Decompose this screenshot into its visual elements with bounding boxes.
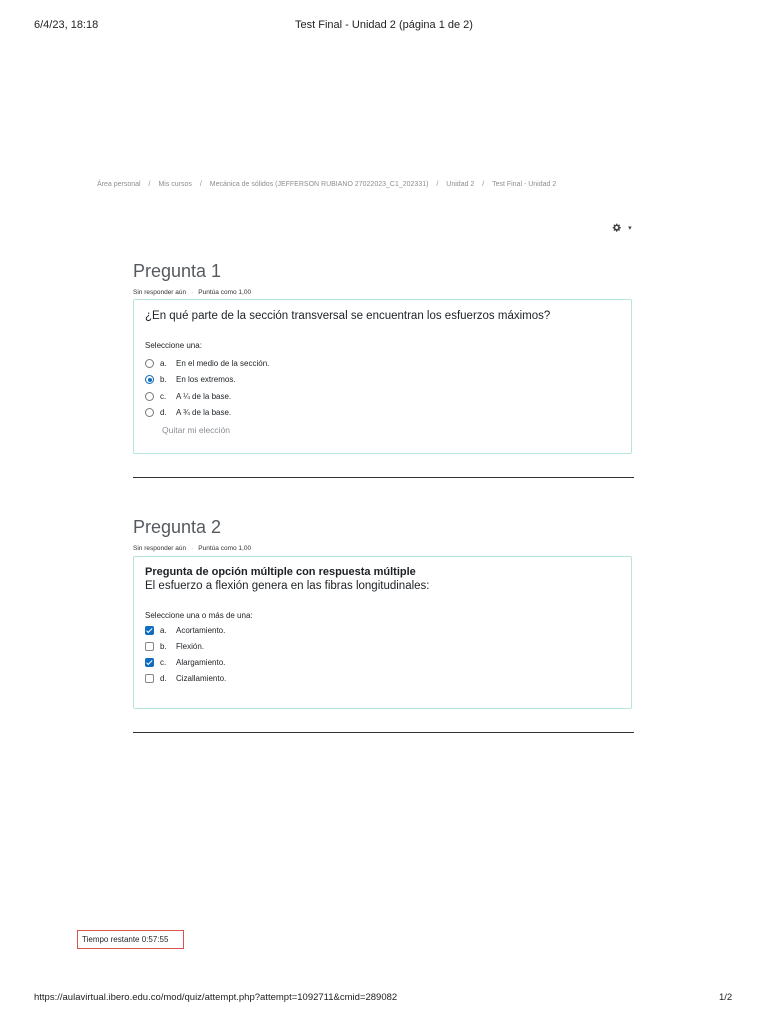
print-url: https://aulavirtual.ibero.edu.co/mod/quiz/attempt.php?attempt=1092711&cmid=289082 bbox=[34, 992, 398, 1003]
checkbox[interactable] bbox=[145, 642, 154, 651]
print-page-number: 1/2 bbox=[719, 992, 733, 1003]
divider bbox=[133, 477, 634, 478]
option-letter: d. bbox=[160, 408, 167, 418]
question-1-heading: Pregunta 1 bbox=[133, 261, 222, 281]
question-2-prompt: Seleccione una o más de una: bbox=[145, 611, 253, 620]
option-letter: b. bbox=[160, 375, 167, 385]
time-remaining: Tiempo restante 0:57:55 bbox=[77, 930, 184, 949]
question-2-box bbox=[133, 556, 632, 709]
question-2-score: Puntúa como 1,00 bbox=[198, 545, 252, 552]
question-2-option-d[interactable] bbox=[145, 670, 619, 686]
question-2-status: Sin responder aún bbox=[133, 545, 187, 552]
question-2-title: Pregunta de opción múltiple con respuesta múltiple bbox=[145, 566, 416, 578]
breadcrumb-item-mis-cursos[interactable]: Mis cursos bbox=[158, 181, 192, 188]
question-2-heading: Pregunta 2 bbox=[133, 517, 222, 537]
option-letter: a. bbox=[160, 625, 167, 635]
print-datetime: 6/4/23, 18:18 bbox=[34, 19, 99, 31]
option-letter: c. bbox=[160, 657, 167, 667]
breadcrumb-item-test[interactable]: Test Final - Unidad 2 bbox=[492, 181, 557, 188]
checkbox-checked[interactable] bbox=[145, 626, 154, 635]
breadcrumb-separator: / bbox=[148, 181, 151, 188]
question-1-option-d[interactable] bbox=[145, 405, 619, 422]
option-label: Acortamiento. bbox=[176, 625, 226, 635]
breadcrumb-separator: / bbox=[436, 181, 439, 188]
chevron-down-icon: ▾ bbox=[628, 225, 632, 232]
breadcrumb-separator: / bbox=[482, 181, 485, 188]
question-1-text: ¿En qué parte de la sección transversal se encuentran los esfuerzos máximos? bbox=[145, 310, 551, 322]
option-letter: a. bbox=[160, 358, 167, 368]
divider bbox=[133, 732, 634, 733]
breadcrumb-item-unidad[interactable]: Unidad 2 bbox=[446, 181, 475, 188]
question-1-option-b[interactable] bbox=[145, 372, 619, 389]
breadcrumb-item-area-personal[interactable]: Área personal bbox=[97, 181, 141, 188]
breadcrumb-item-course[interactable]: Mecánica de sólidos (JEFFERSON RUBIANO 27022023_C1_202331) bbox=[209, 181, 429, 188]
question-2-option-a[interactable] bbox=[145, 622, 619, 638]
question-1-box bbox=[133, 299, 632, 454]
option-label: Alargamiento. bbox=[176, 657, 226, 667]
option-label: A ¼ de la base. bbox=[176, 391, 232, 401]
radio-button[interactable] bbox=[145, 359, 154, 368]
option-label: En los extremos. bbox=[176, 375, 236, 385]
option-label: A ¾ de la base. bbox=[176, 408, 232, 418]
option-label: Flexión. bbox=[176, 641, 205, 651]
question-2-text: El esfuerzo a flexión genera en las fibras longitudinales: bbox=[145, 580, 430, 592]
clear-choice-link[interactable]: Quitar mi elección bbox=[162, 425, 231, 435]
option-label: En el medio de la sección. bbox=[176, 358, 270, 368]
question-2-info: Sin responder aún · Puntúa como 1,00 bbox=[133, 545, 252, 552]
breadcrumb-separator: / bbox=[199, 181, 202, 188]
radio-button[interactable] bbox=[145, 392, 154, 401]
question-1-option-a[interactable] bbox=[145, 355, 619, 372]
option-letter: b. bbox=[160, 641, 167, 651]
option-letter: d. bbox=[160, 673, 167, 683]
print-page-title: Test Final - Unidad 2 (página 1 de 2) bbox=[295, 19, 473, 31]
question-1-score: Puntúa como 1,00 bbox=[198, 289, 252, 296]
question-1-option-c[interactable] bbox=[145, 388, 619, 405]
question-2-option-c[interactable] bbox=[145, 654, 619, 670]
question-1-prompt: Seleccione una: bbox=[145, 341, 202, 350]
question-2-option-b[interactable] bbox=[145, 638, 619, 654]
radio-button[interactable] bbox=[145, 408, 154, 417]
question-1-info: Sin responder aún · Puntúa como 1,00 bbox=[133, 289, 252, 296]
checkbox-checked[interactable] bbox=[145, 658, 154, 667]
radio-button-selected[interactable] bbox=[145, 375, 154, 384]
option-label: Cizallamiento. bbox=[176, 673, 227, 683]
settings-menu-button[interactable] bbox=[612, 222, 632, 234]
breadcrumb bbox=[97, 181, 556, 188]
checkbox[interactable] bbox=[145, 674, 154, 683]
question-1-status: Sin responder aún bbox=[133, 289, 187, 296]
gear-icon bbox=[612, 222, 624, 234]
option-letter: c. bbox=[160, 391, 167, 401]
